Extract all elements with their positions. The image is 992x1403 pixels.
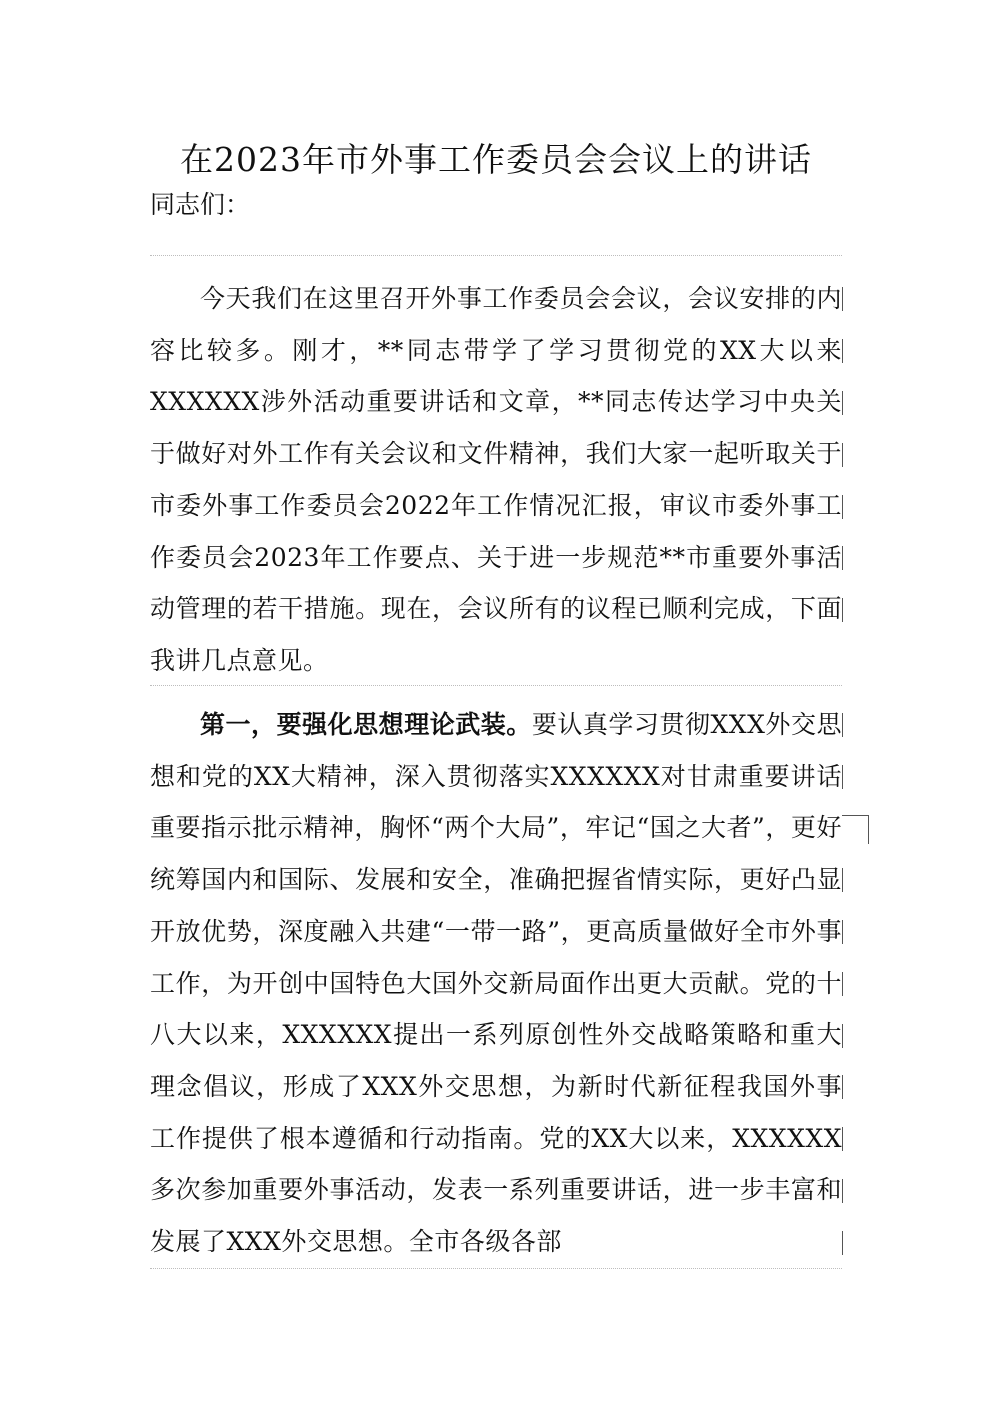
revision-mark [842, 1231, 843, 1255]
revision-mark [842, 546, 843, 570]
revision-mark [842, 713, 843, 737]
paragraph-divider [150, 685, 842, 686]
revision-mark [842, 920, 843, 944]
revision-mark [842, 443, 843, 467]
paragraph-text: 今天我们在这里召开外事工作委员会会议，会议安排的内容比较多。刚才，**同志带学了学习贯彻党的XX大以来XXXXXX涉外活动重要讲话和文章，**同志传达学习中央关于做好对外工作有关会议和文件精神，我们大家一起听取关于市委外事工作委员会2022年工作情况汇报，审议市委外事工作委员会2023年工作要点、关于进一步规范**市重要外事活动管理的若干措施。现在，会议所有的议程已顺利完成，下面我讲几点意见。 [150, 284, 842, 675]
salutation: 同志们： [150, 190, 251, 219]
revision-mark [842, 339, 843, 363]
paragraph-text: 要认真学习贯彻XXX外交思想和党的XX大精神，深入贯彻落实XXXXXX对甘肃重要讲话重要指示批示精神，胸怀“两个大局”，牢记“国之大者”，更好统筹国内和国际、发展和安全，准确把握省情实际，更好凸显开放优势，深度融入共建“一带一路”，更高质量做好全市外事工作，为开创中国特色大国外交新局面作出更大贡献。党的十八大以来，XXXXXX提出一系列原创性外交战略策略和重大理念倡议，形成了XXX外交思想，为新时代新征程我国外事工作提供了根本遵循和行动指南。党的XX大以来，XXXXXX多次参加重要外事活动，发表一系列重要讲话，进一步丰富和发展了XXX外交思想。全市各级各部 [150, 710, 842, 1257]
revision-mark [842, 1179, 843, 1203]
paragraph-divider [150, 255, 842, 256]
paragraph-divider [150, 1268, 842, 1269]
revision-mark [842, 287, 843, 311]
revision-mark [842, 972, 843, 996]
revision-mark [842, 765, 843, 789]
revision-mark [842, 495, 843, 519]
revision-mark [842, 598, 843, 622]
revision-mark [842, 1024, 843, 1048]
revision-corner-mark [842, 815, 869, 844]
revision-mark [842, 1127, 843, 1151]
revision-mark [842, 391, 843, 415]
revision-mark [842, 868, 843, 892]
paragraph-opening [150, 273, 842, 687]
revision-mark [842, 1075, 843, 1099]
paragraph-lead: 第一，要强化思想理论武装。 [200, 710, 532, 739]
paragraph-point-one [150, 699, 842, 1268]
document-title: 在2023年市外事工作委员会会议上的讲话 [180, 140, 812, 179]
